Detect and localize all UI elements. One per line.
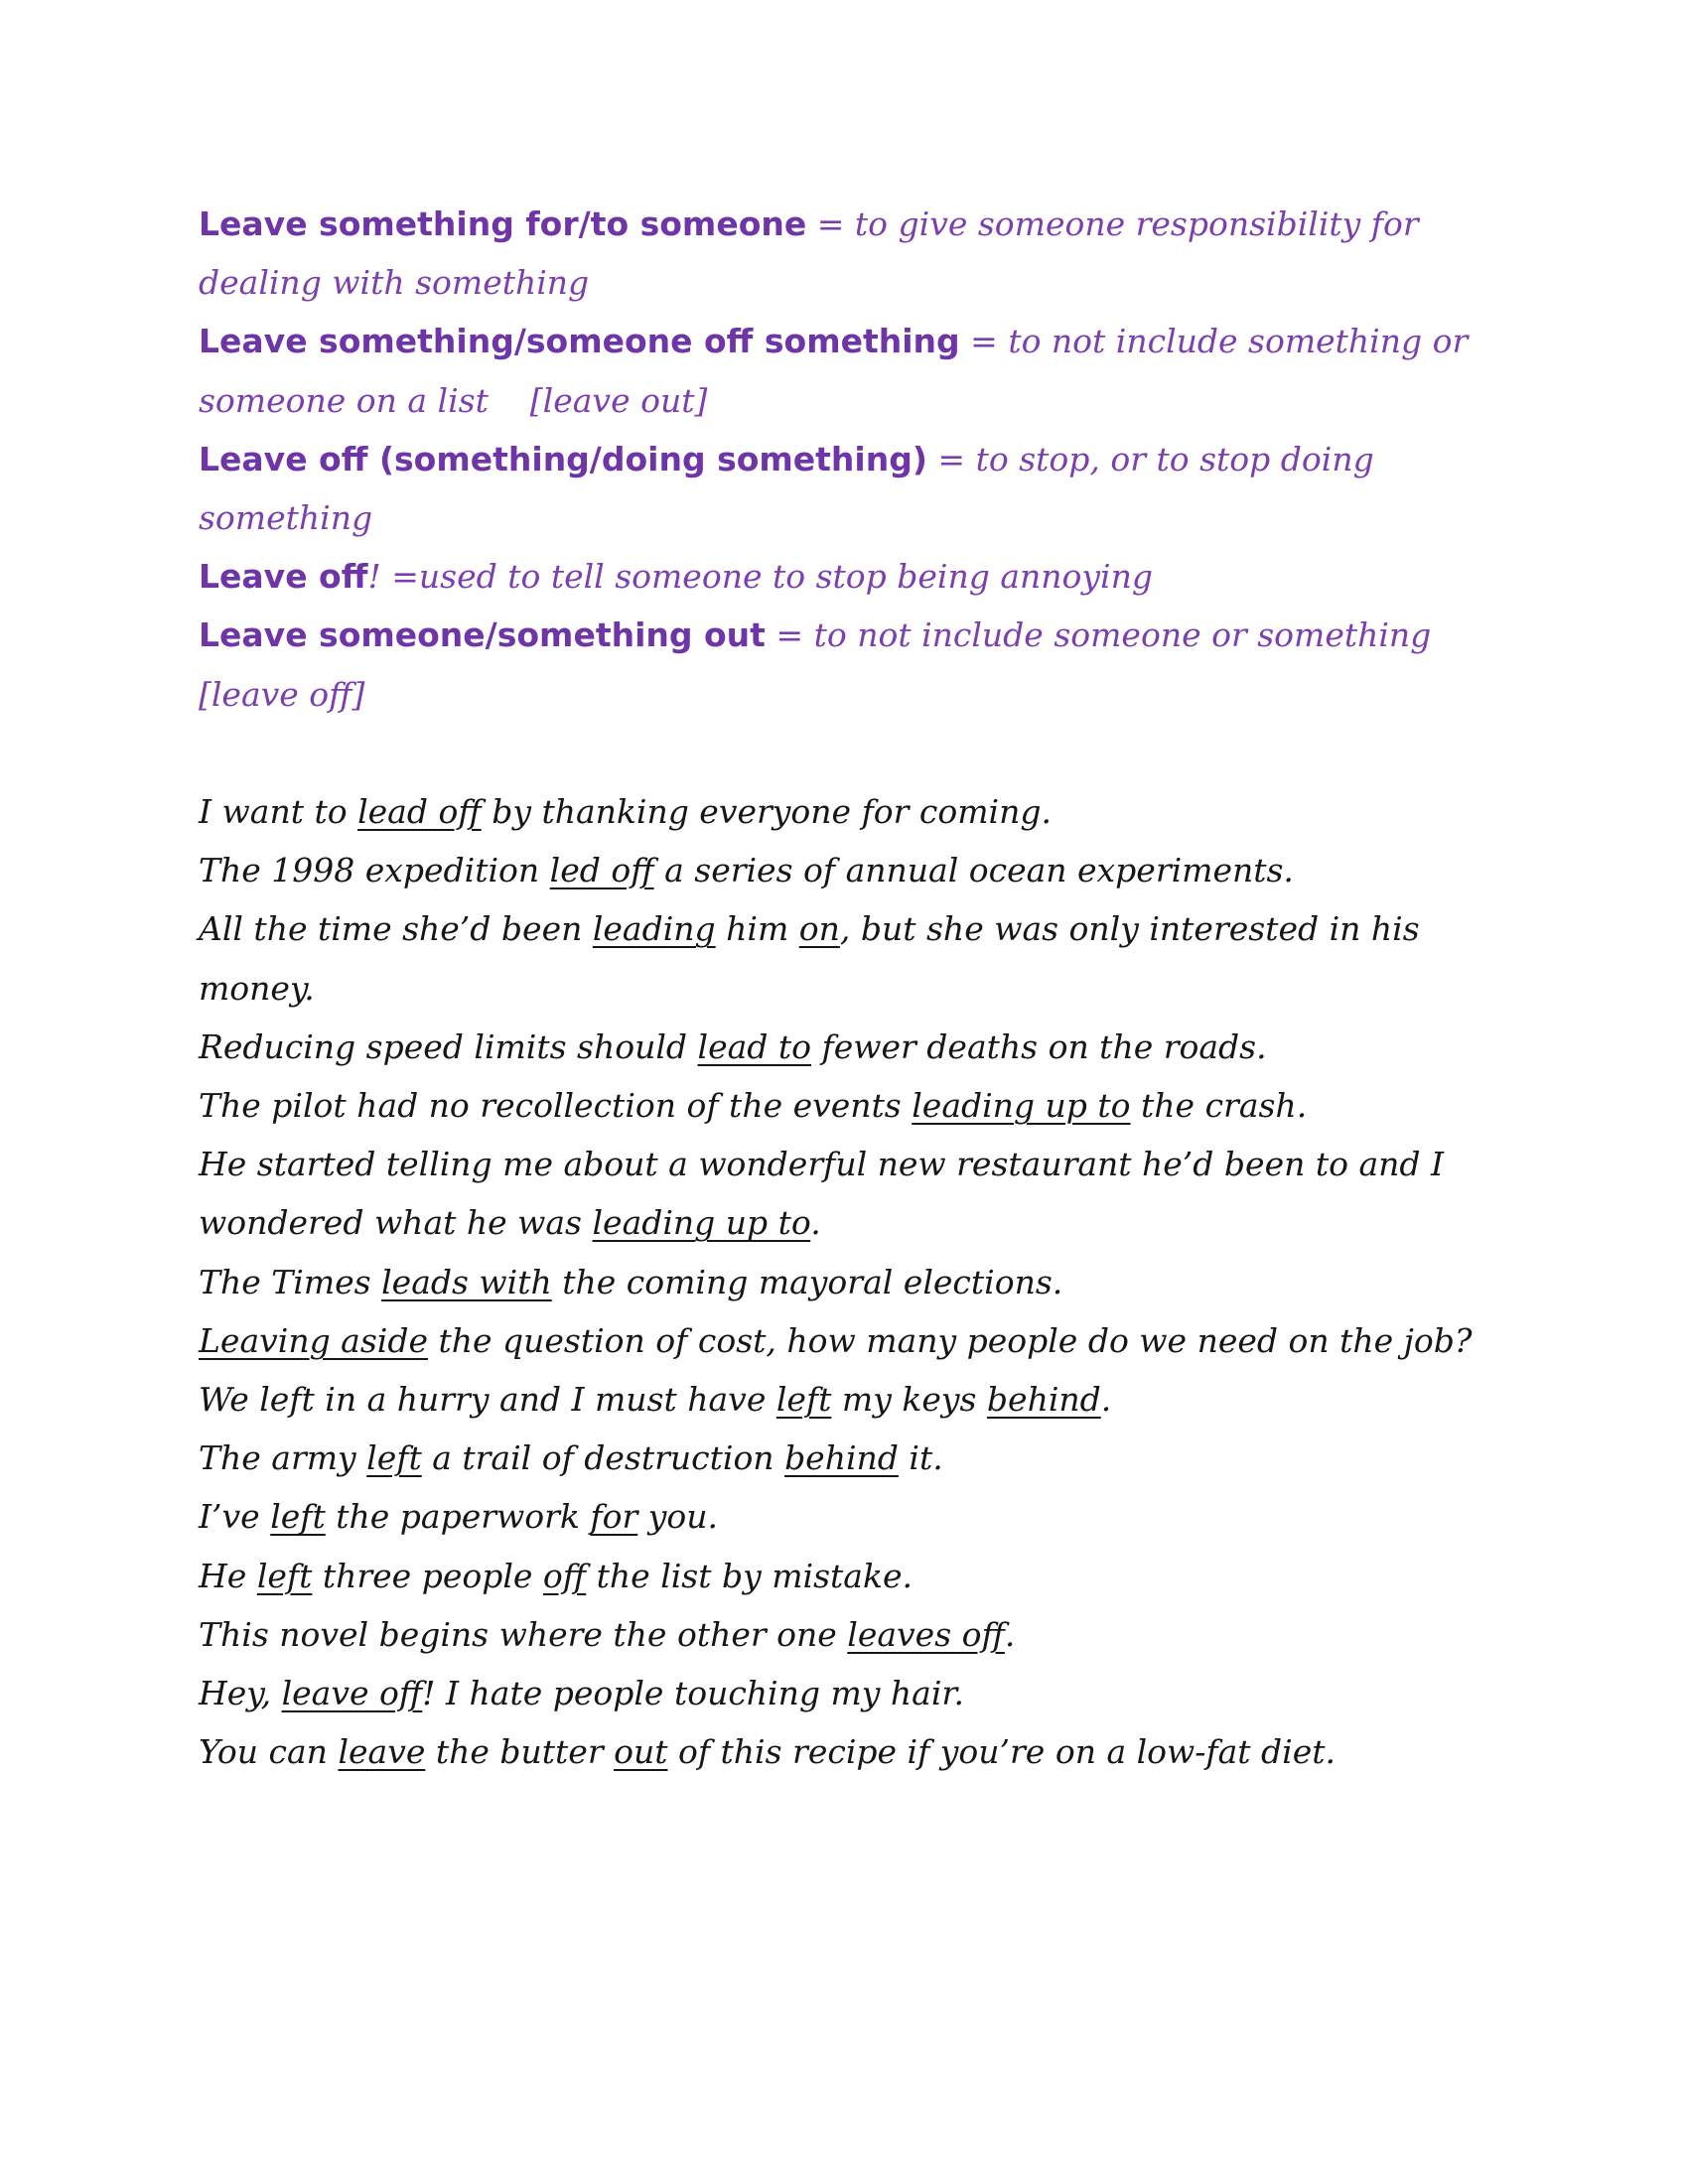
definitions-list <box>199 195 1489 724</box>
sentence-text: He <box>199 1556 257 1595</box>
sentence-text: The Times <box>199 1262 382 1301</box>
example-sentence <box>199 841 1489 899</box>
definition-meaning: to not include something or someone on a list [leave out] <box>199 322 1478 420</box>
definition-line <box>199 547 1489 606</box>
definition-line <box>199 430 1489 547</box>
example-sentence <box>199 1370 1489 1429</box>
phrasal-verb: leading up to <box>592 1203 811 1243</box>
phrasal-verb: leading up to <box>912 1086 1131 1126</box>
definition-meaning: to stop, or to stop doing something <box>199 439 1385 538</box>
examples-list <box>199 782 1489 1781</box>
sentence-text: it. <box>898 1438 943 1478</box>
sentence-text: , but she was only interested in his money. <box>199 909 1431 1008</box>
sentence-text: . <box>1100 1380 1112 1420</box>
phrasal-verb: off <box>542 1556 587 1595</box>
phrasal-verb: for <box>590 1497 638 1537</box>
definition-term: Leave something/someone off something <box>199 322 960 361</box>
phrasal-verb: out <box>614 1732 668 1772</box>
page-content <box>199 195 1489 1781</box>
example-sentence <box>199 1076 1489 1135</box>
phrasal-verb: Leaving aside <box>199 1320 428 1360</box>
sentence-text: Hey, <box>199 1674 282 1713</box>
example-sentence <box>199 1547 1489 1605</box>
definition-separator: = <box>765 615 814 655</box>
phrasal-verb: leaves off <box>847 1614 1005 1654</box>
sentence-text: The pilot had no recollection of the events <box>199 1086 913 1126</box>
definition-line <box>199 312 1489 429</box>
sentence-text: him <box>715 909 799 949</box>
example-sentence <box>199 1311 1489 1370</box>
sentence-text: We left in a hurry and I must have <box>199 1380 776 1420</box>
phrasal-verb: lead to <box>697 1026 812 1066</box>
sentence-text: The 1998 expedition <box>199 851 550 890</box>
sentence-text: The army <box>199 1438 367 1478</box>
sentence-text: you. <box>637 1497 718 1537</box>
phrasal-verb: behind <box>986 1380 1101 1420</box>
sentence-text: the paperwork <box>325 1497 591 1537</box>
sentence-text: the butter <box>425 1732 615 1772</box>
sentence-text: my keys <box>831 1380 987 1420</box>
sentence-text: fewer deaths on the roads. <box>811 1026 1267 1066</box>
sentence-text: Reducing speed limits should <box>199 1026 698 1066</box>
phrasal-verb: led off <box>549 851 654 890</box>
sentence-text: by thanking everyone for coming. <box>481 792 1052 832</box>
example-sentence <box>199 1605 1489 1664</box>
definition-term: Leave someone/something out <box>199 615 766 655</box>
example-sentence <box>199 782 1489 841</box>
phrasal-verb: lead off <box>357 792 482 832</box>
sentence-text: I want to <box>199 792 358 832</box>
sentence-text: He started telling me about a wonderful new restaurant he’d been to and I wondered what he was <box>199 1145 1455 1243</box>
sentence-text: ! I hate people touching my hair. <box>422 1674 965 1713</box>
definition-meaning: used to tell someone to stop being annoying <box>418 557 1153 597</box>
phrasal-verb: left <box>270 1497 326 1537</box>
phrasal-verb: leave off <box>281 1674 423 1713</box>
sentence-text: I’ve <box>199 1497 271 1537</box>
sentence-text: a trail of destruction <box>421 1438 785 1478</box>
example-sentence <box>199 899 1489 1017</box>
definition-line <box>199 195 1489 312</box>
phrasal-verb: leads with <box>381 1262 552 1301</box>
definition-term: Leave off <box>199 557 368 597</box>
sentence-text: three people <box>312 1556 543 1595</box>
definition-line <box>199 606 1489 723</box>
sentence-text: of this recipe if you’re on a low-fat diet. <box>667 1732 1336 1772</box>
sentence-text: You can <box>199 1732 339 1772</box>
sentence-text: This novel begins where the other one <box>199 1614 848 1654</box>
paragraph-gap <box>199 724 1489 782</box>
example-sentence <box>199 1429 1489 1487</box>
phrasal-verb: on <box>798 909 840 949</box>
phrasal-verb: leave <box>338 1732 426 1772</box>
sentence-text: . <box>810 1203 821 1243</box>
sentence-text: . <box>1004 1614 1016 1654</box>
example-sentence <box>199 1135 1489 1252</box>
definition-term: Leave something for/to someone <box>199 205 807 243</box>
definition-separator: = <box>926 439 976 478</box>
phrasal-verb: left <box>775 1380 832 1420</box>
definition-term: Leave off (something/doing something) <box>199 439 927 478</box>
example-sentence <box>199 1018 1489 1076</box>
definition-meaning: to give someone responsibility for dealing with something <box>199 205 1430 303</box>
example-sentence <box>199 1664 1489 1722</box>
sentence-text: the crash. <box>1130 1086 1308 1126</box>
phrasal-verb: behind <box>784 1438 899 1478</box>
sentence-text: a series of annual ocean experiments. <box>653 851 1294 890</box>
sentence-text: the list by mistake. <box>586 1556 913 1595</box>
definition-separator: = <box>806 205 855 243</box>
definition-separator: = <box>959 322 1009 361</box>
definition-meaning: to not include someone or something [leave off] <box>199 615 1442 714</box>
sentence-text: the coming mayoral elections. <box>551 1262 1063 1301</box>
phrasal-verb: left <box>256 1556 313 1595</box>
sentence-text: All the time she’d been <box>199 909 593 949</box>
phrasal-verb: left <box>366 1438 422 1478</box>
example-sentence <box>199 1722 1489 1781</box>
phrasal-verb: leading <box>592 909 716 949</box>
example-sentence <box>199 1487 1489 1546</box>
sentence-text: the question of cost, how many people do we need on the job? <box>428 1320 1473 1360</box>
definition-separator: ! = <box>367 557 419 597</box>
example-sentence <box>199 1253 1489 1311</box>
